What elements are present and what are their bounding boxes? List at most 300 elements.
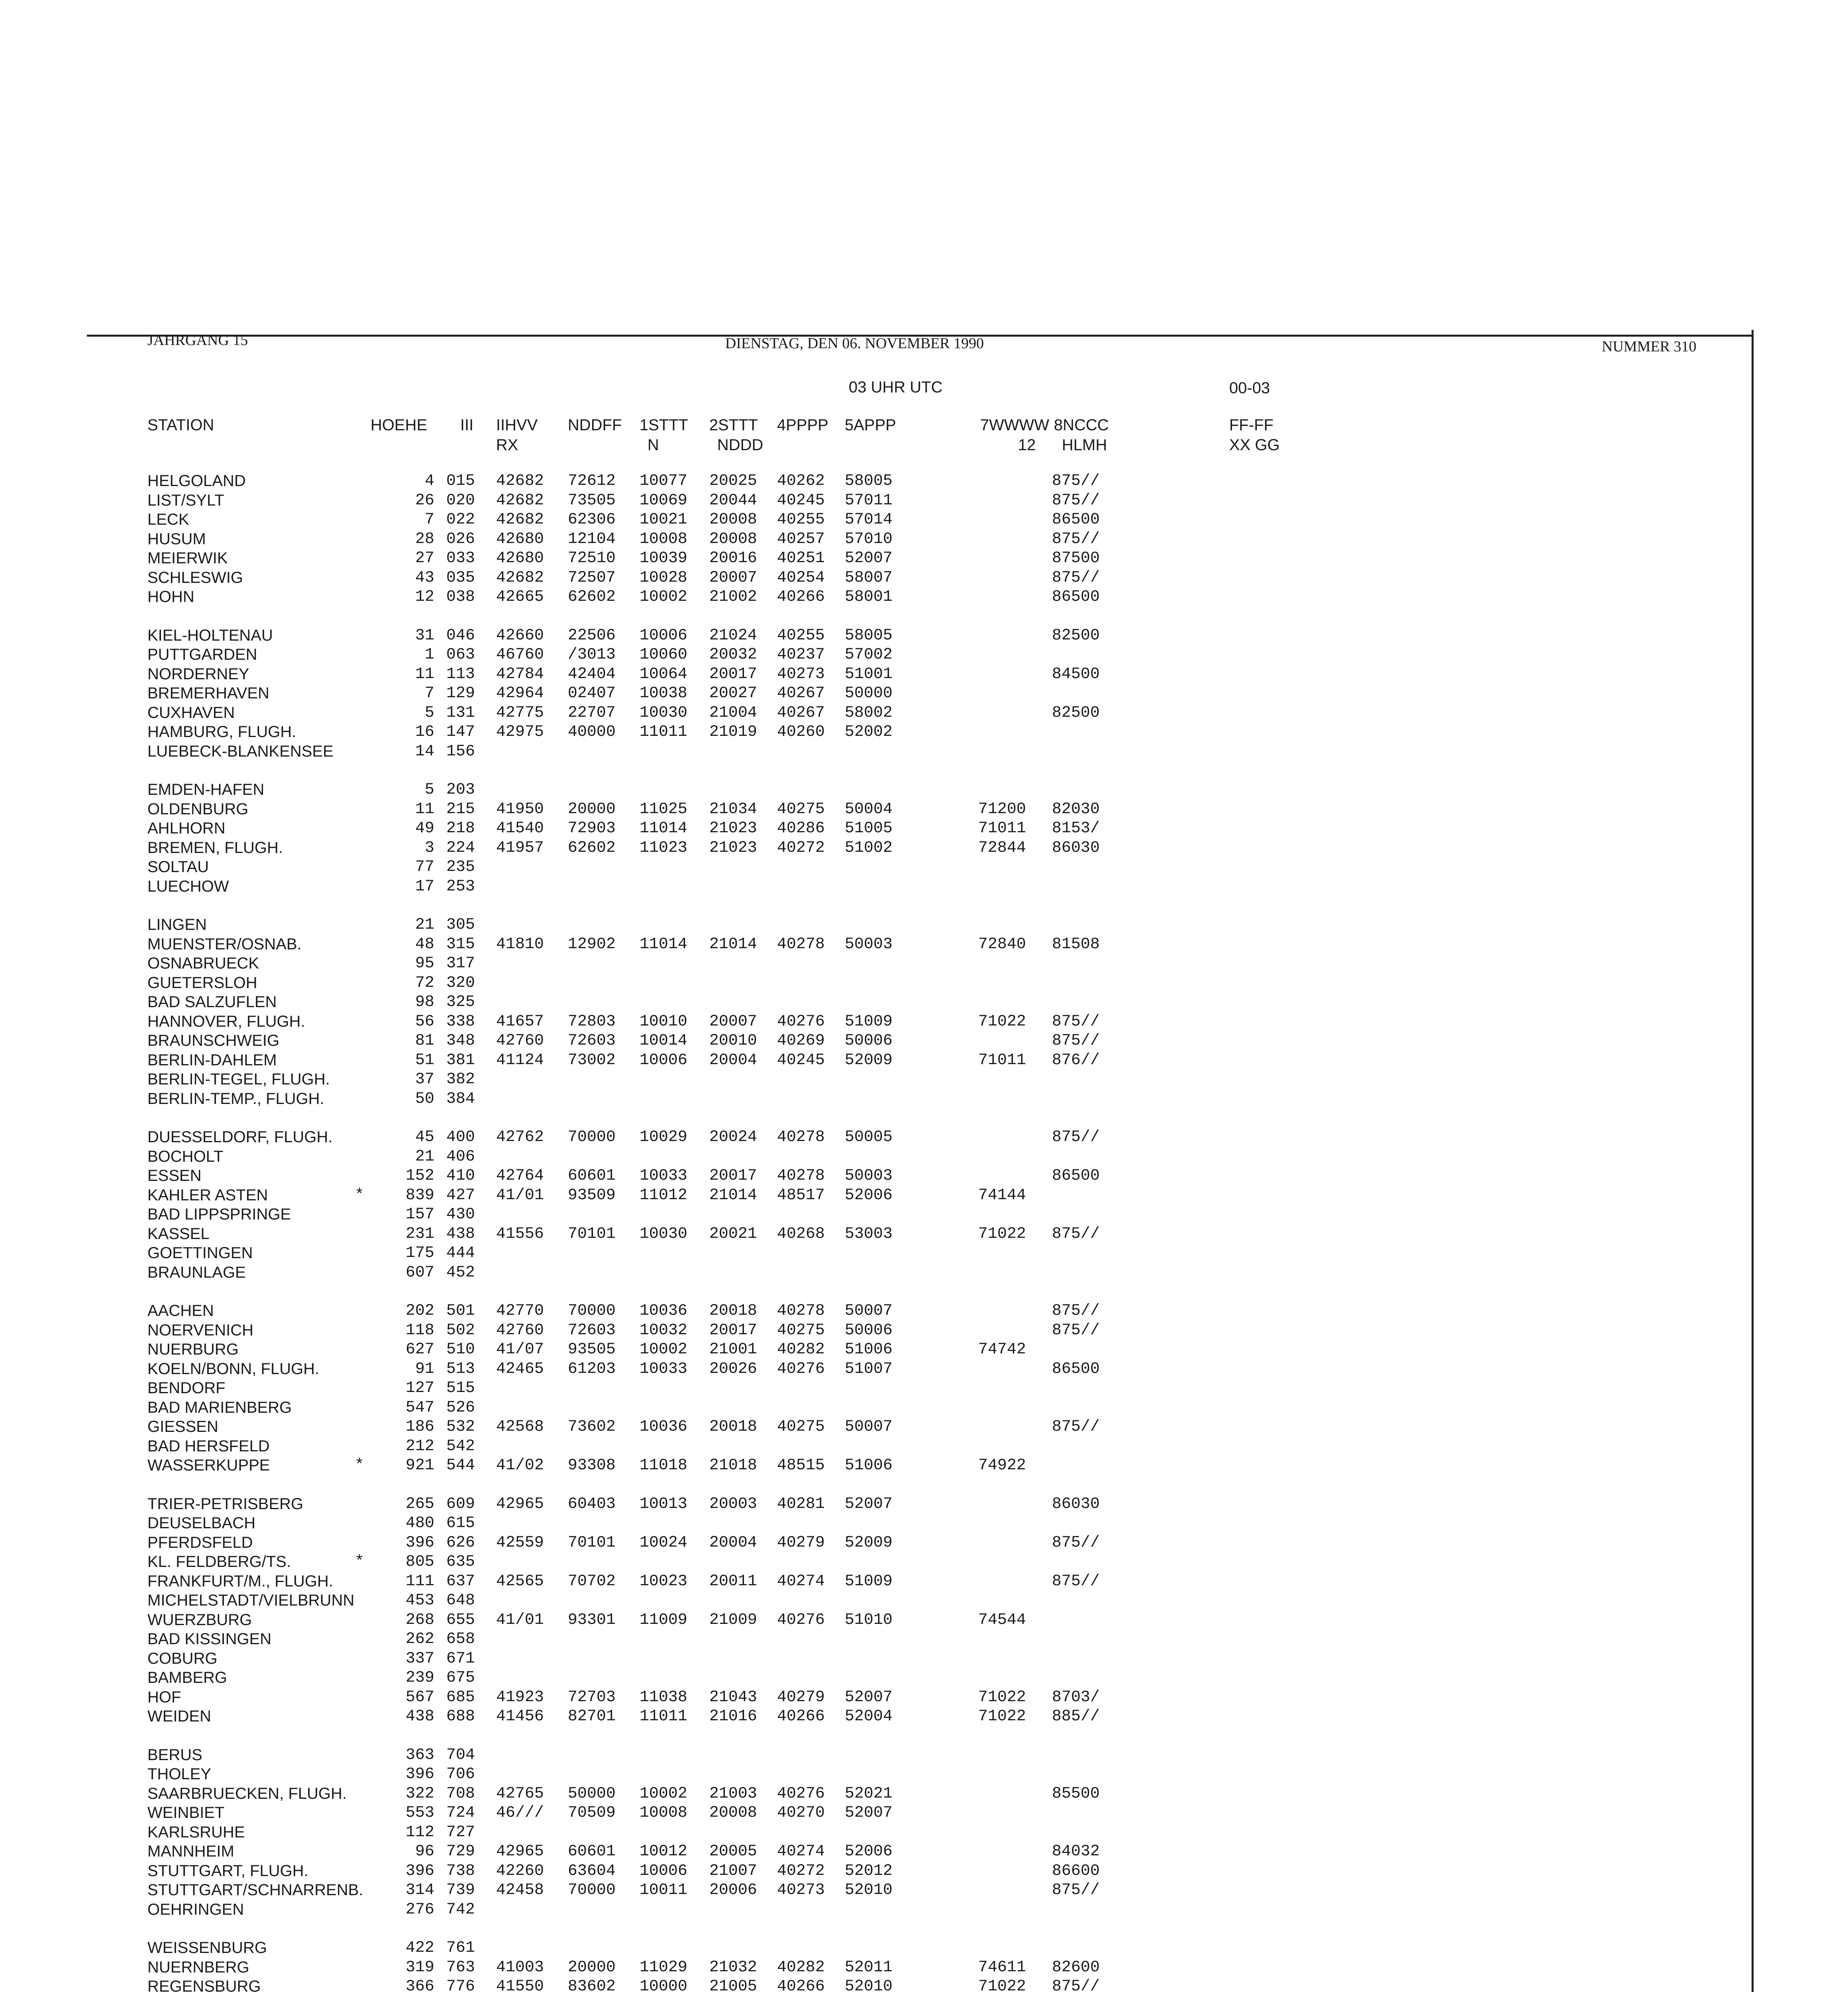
cell-c3: 11023 <box>640 839 688 857</box>
station-name: AACHEN <box>147 1302 214 1320</box>
cell-c2: 22506 <box>568 627 616 645</box>
cell-h: 72 <box>415 974 434 992</box>
cell-iii: 658 <box>446 1630 475 1648</box>
cell-c1: 41540 <box>496 820 544 837</box>
cell-c6: 57011 <box>845 492 893 510</box>
cell-iii: 724 <box>446 1804 475 1822</box>
cell-c6: 52012 <box>845 1862 893 1880</box>
cell-c6: 50004 <box>845 800 893 818</box>
cell-c1: 42765 <box>496 1785 544 1803</box>
cell-iii: 305 <box>446 916 475 934</box>
cell-h: 567 <box>405 1688 434 1706</box>
cell-c1: 41456 <box>496 1708 544 1725</box>
cell-c5: 48517 <box>777 1186 825 1204</box>
station-name: HUSUM <box>147 530 206 548</box>
cell-c5: 40260 <box>777 723 825 741</box>
cell-h: 607 <box>405 1264 434 1282</box>
cell-h: 396 <box>405 1765 434 1783</box>
cell-c4: 21005 <box>709 1978 757 1992</box>
station-name: WEIDEN <box>147 1708 211 1725</box>
cell-iii: 502 <box>446 1321 475 1339</box>
cell-c5: 40275 <box>777 800 825 818</box>
cell-c2: 93301 <box>568 1611 616 1629</box>
station-name: HOHN <box>147 588 194 606</box>
cell-h: 16 <box>415 723 434 741</box>
cell-iii: 410 <box>446 1167 475 1185</box>
cell-h: 11 <box>415 800 434 818</box>
cell-c4: 20004 <box>709 1534 757 1552</box>
cell-h: 11 <box>415 665 434 683</box>
cell-h: 322 <box>405 1785 434 1803</box>
cell-h: 202 <box>405 1302 434 1320</box>
station-name: BAD HERSFELD <box>147 1437 270 1455</box>
cell-c4: 20007 <box>709 1013 757 1031</box>
cell-c1: 42975 <box>496 723 544 741</box>
cell-c3: 10000 <box>640 1978 688 1992</box>
cell-iii: 382 <box>446 1071 475 1088</box>
cell-c8: 875// <box>1052 1013 1100 1031</box>
station-name: LIST/SYLT <box>147 492 224 509</box>
cell-c2: 02407 <box>568 684 616 702</box>
cell-c4: 21014 <box>709 935 757 953</box>
cell-h: 5 <box>424 704 434 722</box>
station-name: SAARBRUECKEN, FLUGH. <box>147 1785 347 1802</box>
station-name: PFERDSFELD <box>147 1534 253 1551</box>
cell-c6: 52007 <box>845 1804 893 1822</box>
cell-h: 27 <box>415 549 434 567</box>
cell-iii: 615 <box>446 1514 475 1532</box>
cell-iii: 655 <box>446 1611 475 1629</box>
cell-c8: 885// <box>1052 1708 1100 1725</box>
cell-h: 17 <box>415 878 434 896</box>
cell-c6: 51006 <box>845 1341 893 1359</box>
cell-c1: 41/02 <box>496 1457 544 1474</box>
cell-c5: 40255 <box>777 511 825 529</box>
cell-c2: 73505 <box>568 492 616 510</box>
cell-c5: 40266 <box>777 1708 825 1725</box>
cell-c2: 12902 <box>568 935 616 953</box>
cell-c4: 20003 <box>709 1495 757 1513</box>
cell-c2: 93505 <box>568 1341 616 1359</box>
cell-iii: 510 <box>446 1341 475 1359</box>
station-name: BAD LIPPSPRINGE <box>147 1206 291 1223</box>
cell-c1: 46/// <box>496 1804 544 1822</box>
cell-c6: 50007 <box>845 1418 893 1436</box>
cell-h: 422 <box>405 1939 434 1957</box>
cell-c2: 93308 <box>568 1457 616 1474</box>
report-frame <box>87 330 1754 1992</box>
cell-h: 111 <box>405 1572 434 1590</box>
cell-c2: 72510 <box>568 549 616 567</box>
cell-c6: 51010 <box>845 1611 893 1629</box>
cell-c4: 21032 <box>709 1959 757 1976</box>
cell-c5: 40237 <box>777 646 825 664</box>
cell-iii: 020 <box>446 492 475 510</box>
cell-iii: 131 <box>446 704 475 722</box>
cell-c3: 11014 <box>640 935 688 953</box>
cell-c6: 50007 <box>845 1302 893 1320</box>
cell-c5: 40255 <box>777 627 825 645</box>
cell-c3: 10028 <box>640 569 688 587</box>
cell-c7: 74742 <box>978 1341 1026 1359</box>
cell-c2: 70000 <box>568 1128 616 1146</box>
cell-c1: 41550 <box>496 1978 544 1992</box>
cell-h: 7 <box>424 684 434 702</box>
cell-c5: 40274 <box>777 1843 825 1861</box>
cell-c6: 52011 <box>845 1959 893 1976</box>
cell-iii: 317 <box>446 955 475 972</box>
cell-c5: 40276 <box>777 1611 825 1629</box>
cell-c5: 40245 <box>777 1051 825 1069</box>
cell-c4: 20032 <box>709 646 757 664</box>
cell-c1: 42762 <box>496 1128 544 1146</box>
cell-c8: 82600 <box>1052 1959 1100 1976</box>
cell-c3: 11009 <box>640 1611 688 1629</box>
cell-h: 268 <box>405 1611 434 1629</box>
cell-c2: 72903 <box>568 820 616 837</box>
cell-h: 805 <box>405 1553 434 1571</box>
cell-c8: 875// <box>1052 1225 1100 1243</box>
cell-iii: 046 <box>446 627 475 645</box>
station-name: PUTTGARDEN <box>147 646 257 663</box>
cell-iii: 320 <box>446 974 475 992</box>
cell-c2: /3013 <box>568 646 616 664</box>
cell-c3: 10060 <box>640 646 688 664</box>
cell-c2: 62306 <box>568 511 616 529</box>
cell-c2: 73602 <box>568 1418 616 1436</box>
cell-iii: 635 <box>446 1553 475 1571</box>
cell-c5: 40278 <box>777 1128 825 1146</box>
cell-c3: 10039 <box>640 549 688 567</box>
cell-h: 366 <box>405 1978 434 1992</box>
cell-c2: 22707 <box>568 704 616 722</box>
cell-c8: 8153/ <box>1052 820 1100 837</box>
station-name: MEIERWIK <box>147 549 228 567</box>
cell-c5: 40275 <box>777 1418 825 1436</box>
cell-c2: 72803 <box>568 1013 616 1031</box>
station-name: OSNABRUECK <box>147 955 259 972</box>
cell-c3: 10033 <box>640 1360 688 1378</box>
cell-iii: 381 <box>446 1051 475 1069</box>
cell-c1: 42680 <box>496 549 544 567</box>
station-name: AHLHORN <box>147 820 226 837</box>
station-name: NUERBURG <box>147 1341 239 1358</box>
cell-c8: 86600 <box>1052 1862 1100 1880</box>
cell-c8: 875// <box>1052 1978 1100 1992</box>
cell-iii: 637 <box>446 1572 475 1590</box>
cell-c5: 40276 <box>777 1785 825 1803</box>
cell-c3: 10036 <box>640 1302 688 1320</box>
cell-c5: 40274 <box>777 1572 825 1590</box>
cell-c1: 42559 <box>496 1534 544 1552</box>
cell-c5: 40278 <box>777 1302 825 1320</box>
cell-c6: 58001 <box>845 588 893 606</box>
cell-c4: 20010 <box>709 1032 757 1050</box>
cell-h: 4 <box>424 472 434 490</box>
time-range: 00-03 <box>1229 379 1270 397</box>
cell-h: 49 <box>415 820 434 837</box>
station-name: EMDEN-HAFEN <box>147 781 265 798</box>
cell-h: 239 <box>405 1669 434 1687</box>
cell-c6: 52009 <box>845 1051 893 1069</box>
cell-c3: 10069 <box>640 492 688 510</box>
cell-c3: 10064 <box>640 665 688 683</box>
cell-iii: 325 <box>446 993 475 1011</box>
cell-h: 112 <box>405 1823 434 1841</box>
cell-c4: 20018 <box>709 1418 757 1436</box>
cell-h: 1 <box>424 646 434 664</box>
station-name: BAD SALZUFLEN <box>147 993 277 1011</box>
cell-c6: 52007 <box>845 1495 893 1513</box>
cell-c6: 58005 <box>845 472 893 490</box>
cell-c5: 48515 <box>777 1457 825 1474</box>
cell-iii: 515 <box>446 1379 475 1397</box>
cell-iii: 235 <box>446 858 475 876</box>
cell-c4: 20026 <box>709 1360 757 1378</box>
cell-c3: 11018 <box>640 1457 688 1474</box>
cell-c7: 74611 <box>978 1959 1026 1976</box>
col-4a: 2STTT <box>709 416 758 434</box>
cell-c1: 42568 <box>496 1418 544 1436</box>
cell-c6: 50005 <box>845 1128 893 1146</box>
cell-c7: 71011 <box>978 820 1026 837</box>
station-name: OEHRINGEN <box>147 1901 244 1918</box>
cell-c4: 20008 <box>709 530 757 548</box>
cell-h: 43 <box>415 569 434 587</box>
cell-c1: 42260 <box>496 1862 544 1880</box>
col-5a: 4PPPP <box>777 416 828 434</box>
cell-iii: 406 <box>446 1148 475 1166</box>
cell-c6: 50006 <box>845 1032 893 1050</box>
station-name: BAD KISSINGEN <box>147 1630 272 1648</box>
cell-c3: 11029 <box>640 1959 688 1976</box>
cell-c8: 84032 <box>1052 1843 1100 1861</box>
cell-iii: 063 <box>446 646 475 664</box>
cell-iii: 626 <box>446 1534 475 1552</box>
cell-c5: 40272 <box>777 1862 825 1880</box>
cell-iii: 761 <box>446 1939 475 1957</box>
cell-c5: 40269 <box>777 1032 825 1050</box>
cell-c4: 20044 <box>709 492 757 510</box>
cell-c3: 10029 <box>640 1128 688 1146</box>
station-name: NORDERNEY <box>147 665 249 683</box>
station-name: OLDENBURG <box>147 800 249 818</box>
cell-h: 77 <box>415 858 434 876</box>
cell-h: 81 <box>415 1032 434 1050</box>
cell-c1: 41/01 <box>496 1186 544 1204</box>
cell-c8: 86500 <box>1052 1167 1100 1185</box>
cell-c4: 21023 <box>709 820 757 837</box>
col-4b: NDDD <box>717 436 763 454</box>
cell-c2: 20000 <box>568 1959 616 1976</box>
cell-iii: 218 <box>446 820 475 837</box>
cell-h: 175 <box>405 1244 434 1262</box>
station-name: HELGOLAND <box>147 472 246 490</box>
cell-c8: 875// <box>1052 1881 1100 1899</box>
cell-c4: 21018 <box>709 1457 757 1474</box>
cell-c1: 42775 <box>496 704 544 722</box>
cell-c2: 93509 <box>568 1186 616 1204</box>
cell-h: 95 <box>415 955 434 972</box>
cell-c8: 86030 <box>1052 839 1100 857</box>
station-name: BRAUNSCHWEIG <box>147 1032 280 1049</box>
cell-c5: 40268 <box>777 1225 825 1243</box>
station-name: KL. FELDBERG/TS. <box>147 1553 291 1570</box>
jahrgang-label: JAHRGANG 15 <box>147 332 248 349</box>
cell-h: 96 <box>415 1843 434 1861</box>
cell-c5: 40278 <box>777 935 825 953</box>
cell-h: 51 <box>415 1051 434 1069</box>
cell-c6: 51006 <box>845 1457 893 1474</box>
cell-c2: 62602 <box>568 839 616 857</box>
cell-c2: 70000 <box>568 1302 616 1320</box>
col-7b: 12 <box>1018 436 1036 454</box>
cell-iii: 671 <box>446 1650 475 1668</box>
cell-c3: 11038 <box>640 1688 688 1706</box>
col-1a: IIHVV <box>496 416 538 434</box>
cell-iii: 338 <box>446 1013 475 1031</box>
cell-iii: 400 <box>446 1128 475 1146</box>
station-name: LUEBECK-BLANKENSEE <box>147 743 334 760</box>
cell-h: 118 <box>405 1321 434 1339</box>
station-name: LINGEN <box>147 916 207 933</box>
cell-c2: 61203 <box>568 1360 616 1378</box>
mountain-marker: * <box>355 1553 365 1571</box>
cell-c1: 42682 <box>496 569 544 587</box>
cell-c6: 52002 <box>845 723 893 741</box>
cell-c3: 10002 <box>640 1785 688 1803</box>
col-7a: 7WWWW <box>980 416 1050 434</box>
station-name: BERLIN-DAHLEM <box>147 1051 277 1069</box>
col-8b: HLMH <box>1062 436 1107 454</box>
cell-c8: 84500 <box>1052 665 1100 683</box>
cell-c6: 52010 <box>845 1978 893 1992</box>
cell-h: 157 <box>405 1206 434 1223</box>
cell-c2: 72612 <box>568 472 616 490</box>
cell-c2: 42404 <box>568 665 616 683</box>
station-name: WEISSENBURG <box>147 1939 267 1957</box>
cell-iii: 704 <box>446 1746 475 1764</box>
cell-c6: 51005 <box>845 820 893 837</box>
cell-c6: 52010 <box>845 1881 893 1899</box>
cell-c1: 42680 <box>496 530 544 548</box>
cell-c4: 21009 <box>709 1611 757 1629</box>
cell-c8: 875// <box>1052 1572 1100 1590</box>
station-name: BREMEN, FLUGH. <box>147 839 283 857</box>
cell-c4: 21014 <box>709 1186 757 1204</box>
cell-h: 627 <box>405 1341 434 1359</box>
cell-c1: 42760 <box>496 1032 544 1050</box>
col-2a: NDDFF <box>568 416 622 434</box>
cell-iii: 253 <box>446 878 475 896</box>
col-station: STATION <box>147 416 214 434</box>
cell-c1: 42665 <box>496 588 544 606</box>
col-iii: III <box>460 416 474 434</box>
cell-c1: 42965 <box>496 1495 544 1513</box>
col-6a: 5APPP <box>845 416 896 434</box>
cell-c3: 10006 <box>640 1051 688 1069</box>
station-name: COBURG <box>147 1650 218 1667</box>
cell-c1: 42458 <box>496 1881 544 1899</box>
cell-c1: 42965 <box>496 1843 544 1861</box>
cell-c3: 10032 <box>640 1321 688 1339</box>
cell-h: 26 <box>415 492 434 510</box>
cell-c7: 71200 <box>978 800 1026 818</box>
col-3a: 1STTT <box>640 416 689 434</box>
station-name: LECK <box>147 511 189 528</box>
cell-c2: 83602 <box>568 1978 616 1992</box>
cell-h: 396 <box>405 1862 434 1880</box>
cell-c3: 10024 <box>640 1534 688 1552</box>
cell-c3: 10021 <box>640 511 688 529</box>
cell-c3: 10033 <box>640 1167 688 1185</box>
cell-iii: 026 <box>446 530 475 548</box>
cell-c2: 70509 <box>568 1804 616 1822</box>
cell-iii: 438 <box>446 1225 475 1243</box>
cell-iii: 147 <box>446 723 475 741</box>
cell-c3: 10006 <box>640 627 688 645</box>
cell-h: 212 <box>405 1437 434 1455</box>
cell-c4: 20017 <box>709 665 757 683</box>
cell-c5: 40262 <box>777 472 825 490</box>
cell-c1: 41950 <box>496 800 544 818</box>
cell-h: 921 <box>405 1457 434 1474</box>
cell-c5: 40254 <box>777 569 825 587</box>
cell-c5: 40279 <box>777 1688 825 1706</box>
cell-c1: 41810 <box>496 935 544 953</box>
cell-c4: 20021 <box>709 1225 757 1243</box>
station-name: KARLSRUHE <box>147 1823 245 1841</box>
cell-c5: 40272 <box>777 839 825 857</box>
cell-c3: 11025 <box>640 800 688 818</box>
cell-c1: 42770 <box>496 1302 544 1320</box>
cell-c4: 21016 <box>709 1708 757 1725</box>
cell-c7: 71022 <box>978 1013 1026 1031</box>
cell-c1: 42660 <box>496 627 544 645</box>
cell-c1: 42760 <box>496 1321 544 1339</box>
cell-c5: 40251 <box>777 549 825 567</box>
cell-iii: 501 <box>446 1302 475 1320</box>
cell-c1: 42784 <box>496 665 544 683</box>
cell-c4: 21001 <box>709 1341 757 1359</box>
cell-h: 91 <box>415 1360 434 1378</box>
issue-number: NUMMER 310 <box>1602 338 1697 355</box>
cell-c6: 57002 <box>845 646 893 664</box>
col-9b: XX GG <box>1229 436 1280 454</box>
cell-c5: 40245 <box>777 492 825 510</box>
station-name: STUTTGART, FLUGH. <box>147 1862 308 1880</box>
cell-c8: 875// <box>1052 1032 1100 1050</box>
report-date: DIENSTAG, DEN 06. NOVEMBER 1990 <box>725 335 984 352</box>
cell-iii: 706 <box>446 1765 475 1783</box>
cell-c4: 20027 <box>709 684 757 702</box>
cell-iii: 315 <box>446 935 475 953</box>
station-name: BOCHOLT <box>147 1148 224 1165</box>
mountain-marker: * <box>355 1186 365 1204</box>
cell-c8: 8703/ <box>1052 1688 1100 1706</box>
cell-h: 28 <box>415 530 434 548</box>
col-1b: RX <box>496 436 518 454</box>
cell-iii: 738 <box>446 1862 475 1880</box>
cell-c4: 20005 <box>709 1843 757 1861</box>
cell-iii: 022 <box>446 511 475 529</box>
col-3b: N <box>647 436 659 454</box>
cell-c8: 875// <box>1052 1128 1100 1146</box>
cell-c3: 10013 <box>640 1495 688 1513</box>
cell-iii: 156 <box>446 743 475 761</box>
cell-c5: 40267 <box>777 684 825 702</box>
cell-iii: 513 <box>446 1360 475 1378</box>
